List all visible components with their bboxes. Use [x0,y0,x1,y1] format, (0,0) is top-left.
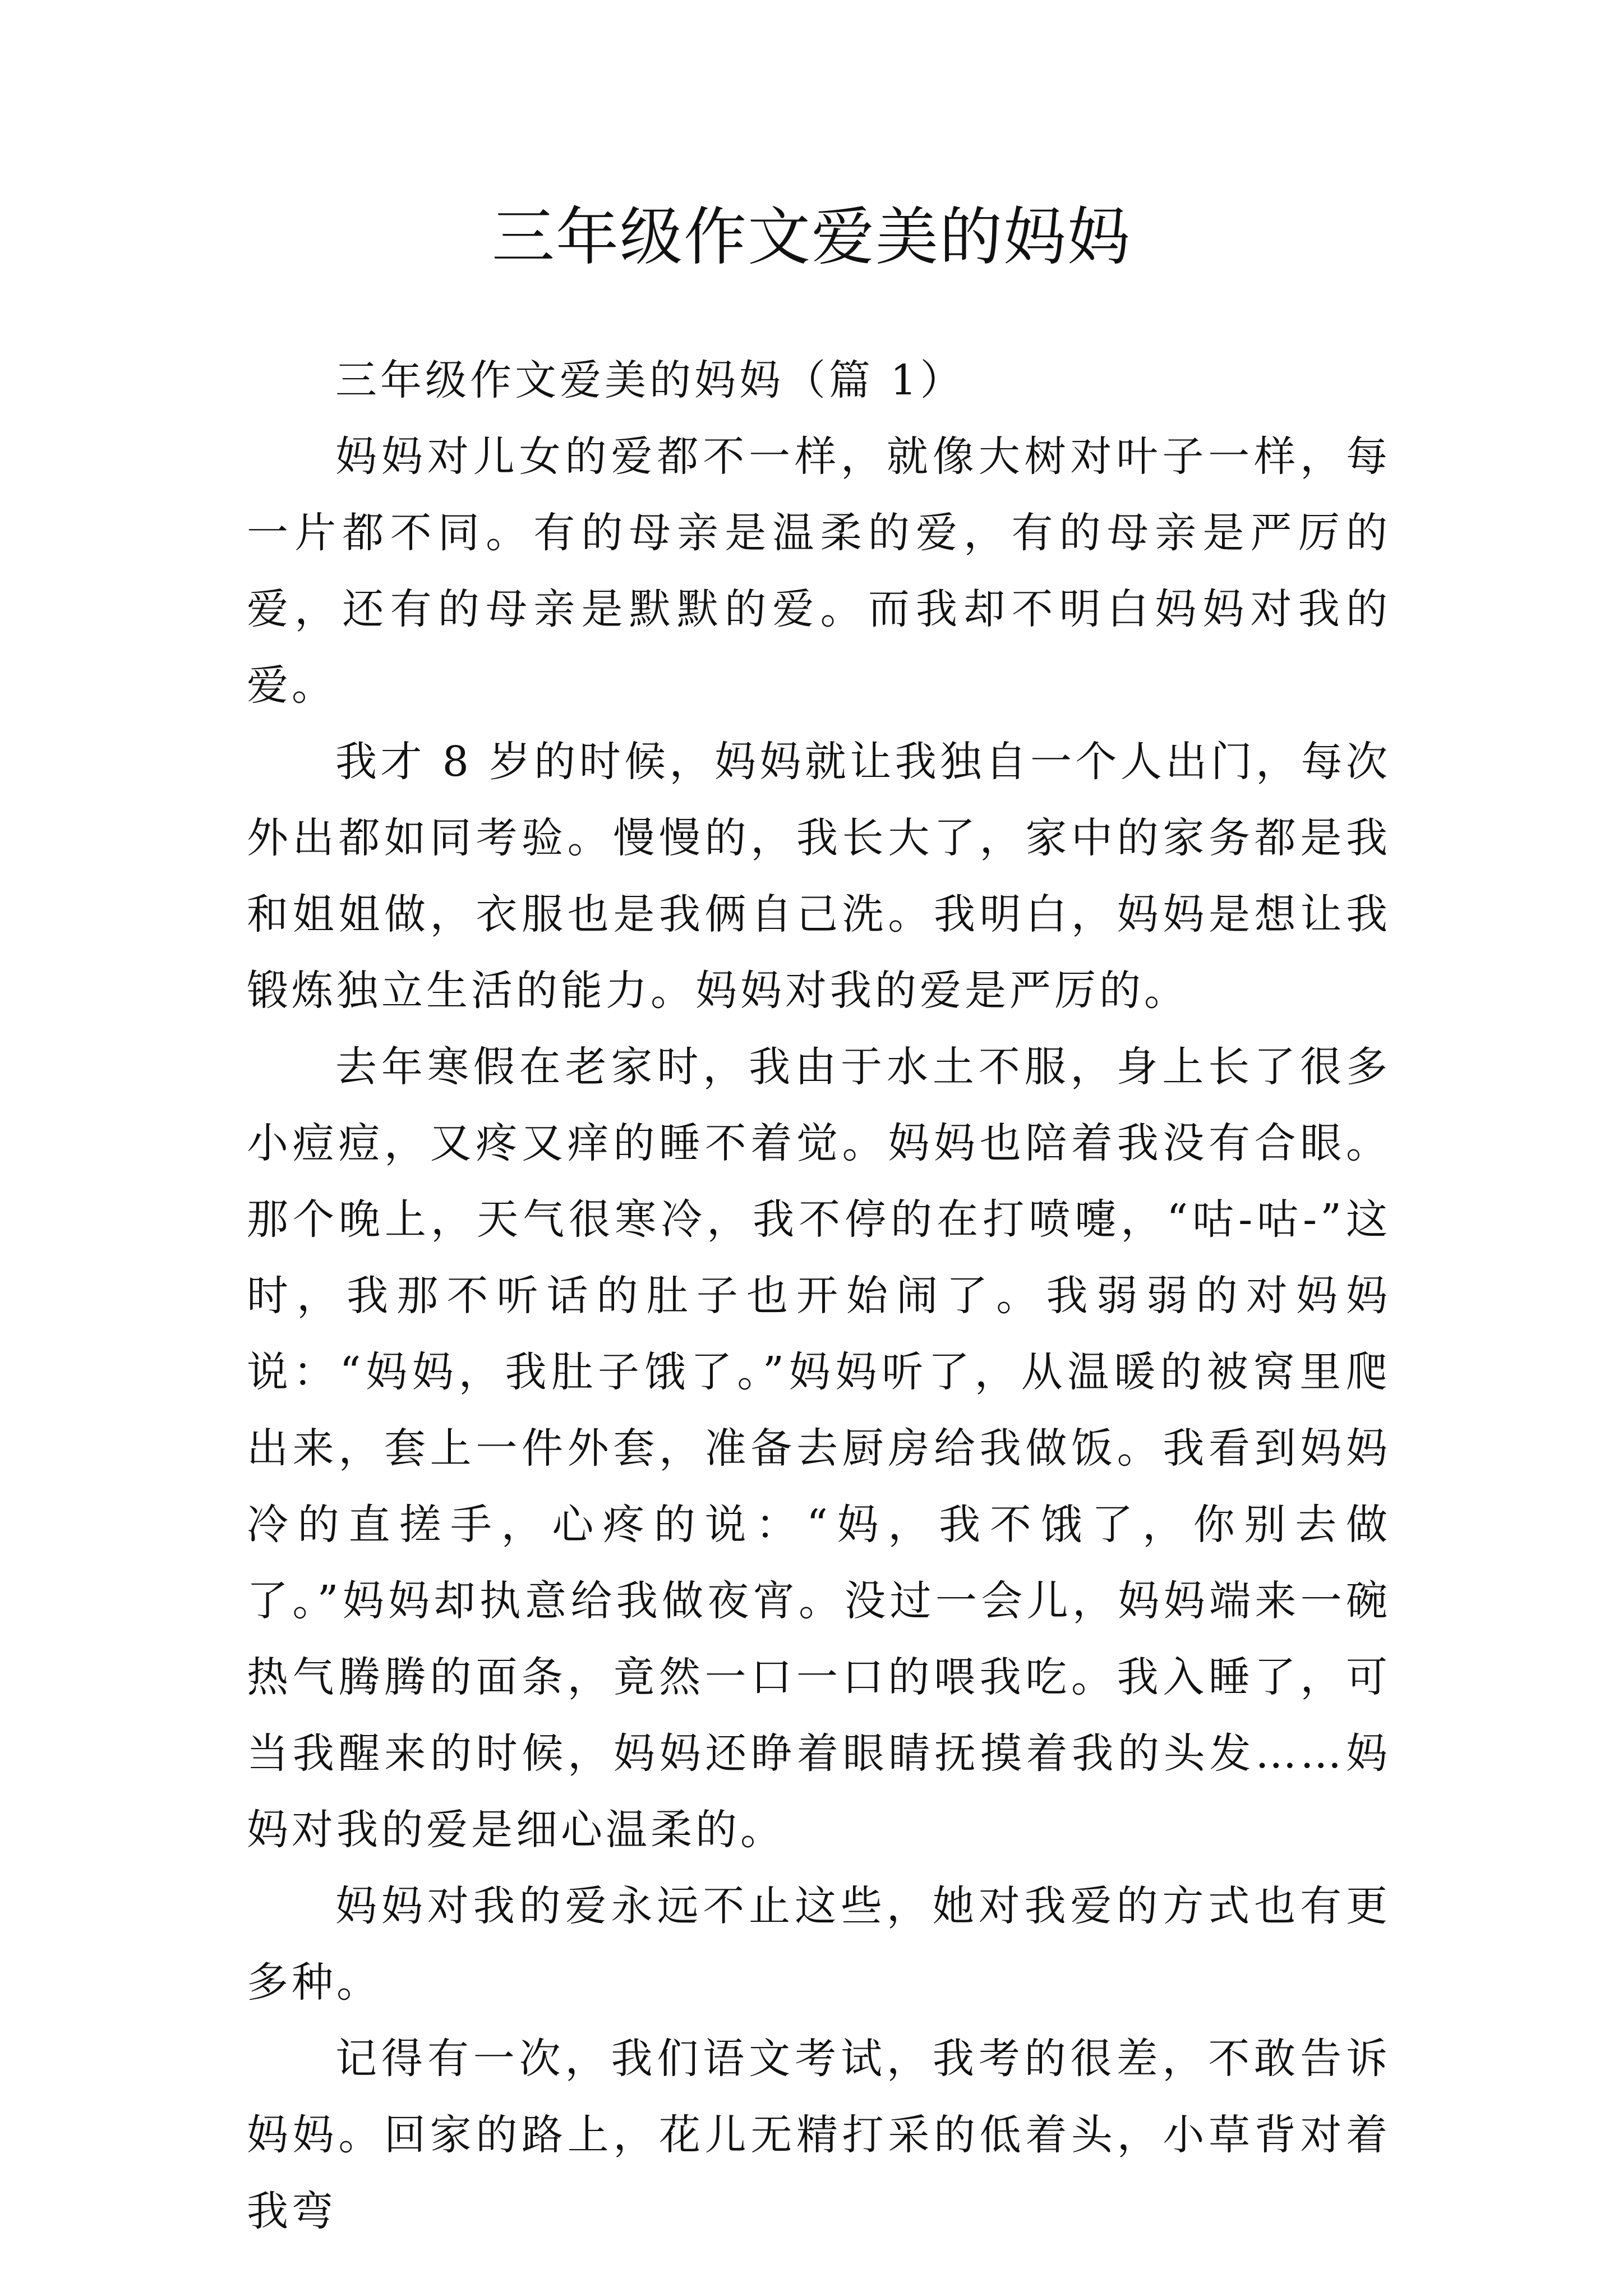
paragraph: 妈妈对我的爱永远不止这些，她对我爱的方式也有更多种。 [247,1882,1391,2007]
paragraph: 我才 8 岁的时候，妈妈就让我独自一个人出门，每次外出都如同考验。慢慢的，我长大了，家中的家务都是我和姐姐做，衣服也是我俩自己洗。我明白，妈妈是想让我锻炼独立生活的能力。妈妈对我的爱是严厉的。 [247,738,1391,1015]
paragraph: 记得有一次，我们语文考试，我考的很差，不敢告诉妈妈。回家的路上，花儿无精打采的低着头，小草背对着我弯 [247,2035,1391,2235]
paragraph: 妈妈对儿女的爱都不一样，就像大树对叶子一样，每一片都不同。有的母亲是温柔的爱，有的母亲是严厉的爱，还有的母亲是默默的爱。而我却不明白妈妈对我的爱。 [247,432,1391,710]
document-body [247,342,1391,2249]
document-title: 三年级作文爱美的妈妈 [492,201,1131,274]
paragraph: 去年寒假在老家时，我由于水土不服，身上长了很多小痘痘，又疼又痒的睡不着觉。妈妈也陪着我没有合眼。那个晚上，天气很寒冷，我不停的在打喷嚏，“咕-咕-”这时，我那不听话的肚子也开始闹了。我弱弱的对妈妈说：“妈妈，我肚子饿了。”妈妈听了，从温暖的被窝里爬出来，套上一件外套，准备去厨房给我做饭。我看到妈妈冷的直搓手，心疼的说：“妈，我不饿了，你别去做了。”妈妈却执意给我做夜宵。没过一会儿，妈妈端来一碗热气腾腾的面条，竟然一口一口的喂我吃。我入睡了，可当我醒来的时候，妈妈还睁着眼睛抚摸着我的头发……妈妈对我的爱是细心温柔的。 [247,1043,1391,1854]
paragraph-heading: 三年级作文爱美的妈妈（篇 1） [335,356,965,404]
